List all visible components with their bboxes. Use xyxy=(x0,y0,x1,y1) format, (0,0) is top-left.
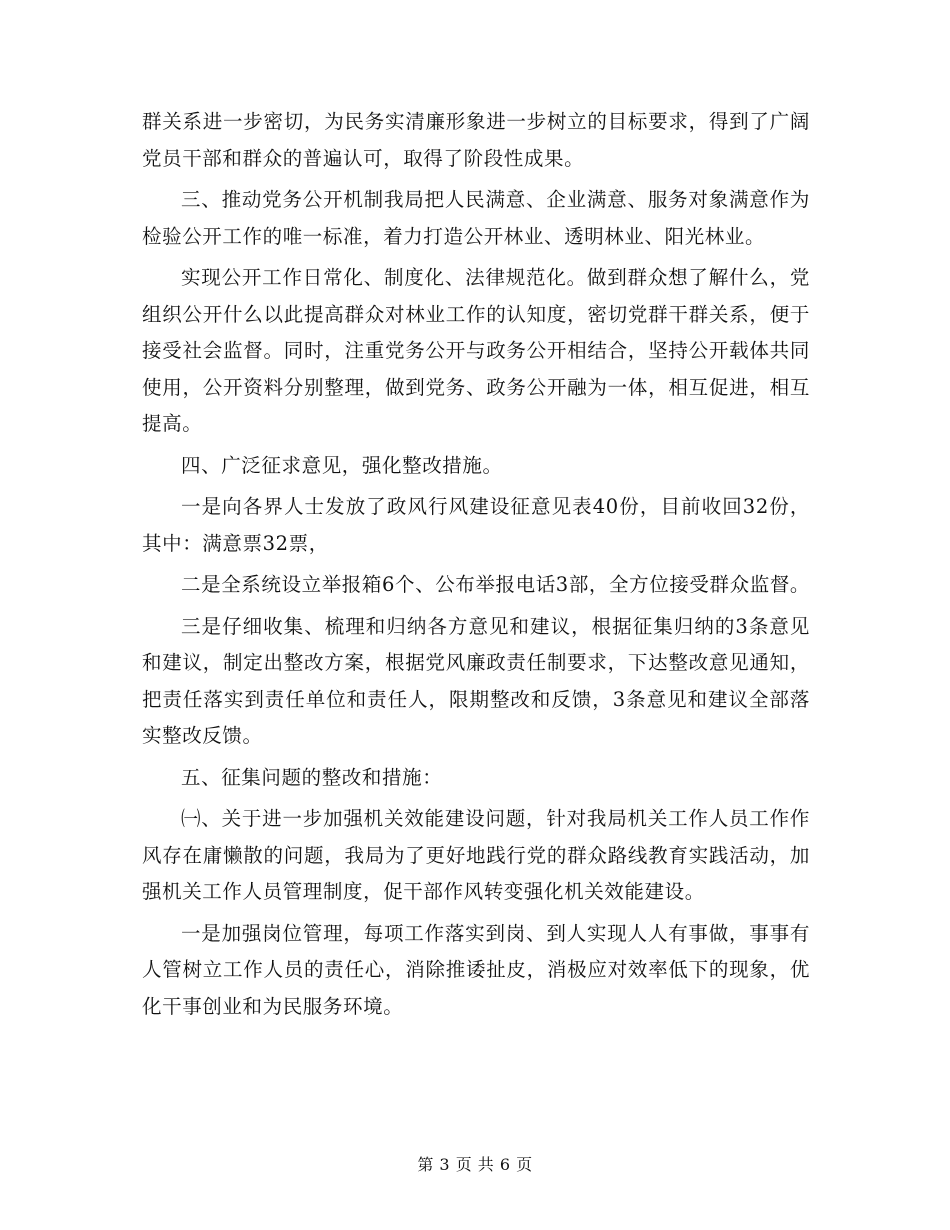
paragraph-continuation: 群关系进一步密切，为民务实清廉形象进一步树立的目标要求，得到了广阔党员干部和群众的普遍认可，取得了阶段性成果。 xyxy=(142,110,810,170)
page-number-footer: 第 3 页 共 6 页 xyxy=(417,1155,533,1174)
paragraph-section-five: 五、征集问题的整改和措施： xyxy=(181,765,443,789)
paragraph-post-management: 一是加强岗位管理，每项工作落实到岗、到人实现人人有事做，事事有人管树立工作人员的责任心，消除推诿扯皮，消极应对效率低下的现象，优化干事创业和为民服务环境。 xyxy=(142,921,810,1018)
document-body xyxy=(142,104,810,1030)
paragraph-subsection-one: ㈠、关于进一步加强机关效能建设问题，针对我局机关工作人员工作作风存在庸懒散的问题，我局为了更好地践行党的群众路线教育实践活动，加强机关工作人员管理制度，促干部作风转变强化机关效能建设。 xyxy=(142,807,810,903)
paragraph-item-two: 二是全系统设立举报箱6个、公布举报电话3部，全方位接受群众监督。 xyxy=(181,573,811,596)
paragraph-item-one: 一是向各界人士发放了政风行风建设征意见表40份，目前收回32份，其中：满意票32票， xyxy=(142,495,810,555)
paragraph-item-three: 三是仔细收集、梳理和归纳各方意见和建议，根据征集归纳的3条意见和建议，制定出整改方案，根据党风廉政责任制要求，下达整改意见通知，把责任落实到责任单位和责任人，限期整改和反馈，3条意见和建议全部落实整改反馈。 xyxy=(142,614,810,747)
paragraph-openness-routine: 实现公开工作日常化、制度化、法律规范化。做到群众想了解什么，党组织公开什么以此提高群众对林业工作的认知度，密切党群干群关系，便于接受社会监督。同时，注重党务公开与政务公开相结合，坚持公开载体共同使用，公开资料分别整理，做到党务、政务公开融为一体，相互促进，相互提高。 xyxy=(142,266,810,435)
paragraph-section-four: 四、广泛征求意见，强化整改措施。 xyxy=(181,453,503,477)
paragraph-section-three: 三、推动党务公开机制我局把人民满意、企业满意、服务对象满意作为检验公开工作的唯一标准，着力打造公开林业、透明林业、阳光林业。 xyxy=(142,188,810,248)
